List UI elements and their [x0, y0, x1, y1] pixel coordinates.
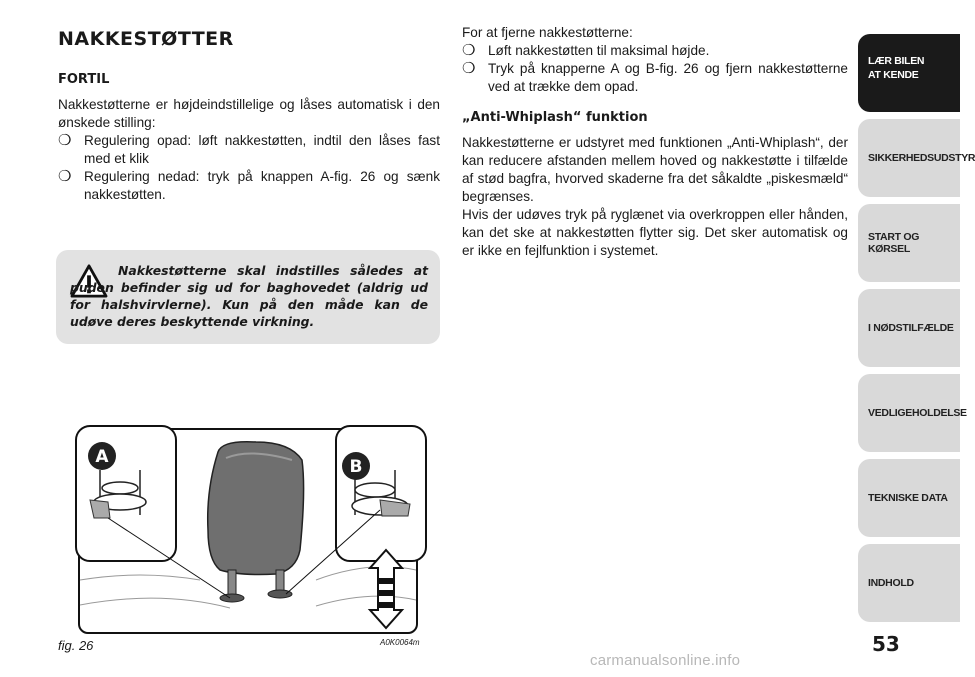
tab-vedligeholdelse[interactable]: VEDLIGEHOLDELSE — [858, 374, 960, 452]
section-title: NAKKESTØTTER — [58, 28, 234, 50]
headrest-figure — [78, 428, 418, 634]
anti-whiplash-heading: „Anti-Whiplash“ funktion — [462, 110, 648, 125]
remove-intro: For at fjerne nakkestøtterne: — [462, 25, 633, 40]
tab-i-nodstilfaelde[interactable]: I NØDSTILFÆLDE — [858, 289, 960, 367]
list-item: ❍ Løft nakkestøtten til maksimal højde. — [462, 42, 710, 59]
anti-whiplash-paragraph: Nakkestøtterne er udstyret med funktionen „Anti-Whiplash“, der kan reducere afstanden mellem hoved og nakkestøtte i tilfælde af stød bagfra, hvorved skaderne fra det såkaldte „piskesmæld“ begrænses. Hvis der udøves tryk på ryglænet via overkroppen eller hånden, kan det ske at nakkestøtten flytter sig. Det sker automatisk og er ikke en fejlfunktion i systemet. — [462, 135, 848, 258]
list-item: ❍ Regulering opad: løft nakkestøtten, indtil den låses fast med et klik — [58, 132, 440, 166]
tab-indhold[interactable]: INDHOLD — [858, 544, 960, 622]
tab-laer-bilen[interactable]: LÆR BILEN AT KENDE — [858, 34, 960, 112]
list-item: ❍ Regulering nedad: tryk på knappen A-fig. 26 og sænk nakkestøtten. — [58, 168, 440, 202]
bullet-icon: ❍ — [462, 60, 476, 77]
figure-caption: fig. 26 — [58, 638, 94, 653]
remove-list — [462, 42, 848, 96]
bullet-icon: ❍ — [58, 132, 72, 149]
bullet-icon: ❍ — [462, 42, 476, 59]
tab-start-og-korsel[interactable]: START OG KØRSEL — [858, 204, 960, 282]
bullet-icon: ❍ — [58, 168, 72, 185]
page-number: 53 — [872, 632, 900, 656]
figure-code: A0K0064m — [380, 638, 420, 647]
label-b: B — [349, 457, 363, 477]
watermark: carmanualsonline.info — [590, 652, 741, 669]
headrest-illustration — [80, 430, 416, 632]
right-column — [462, 24, 848, 260]
warning-text: Nakkestøtterne skal indstilles således at puden befinder sig ud for baghovedet (aldrig ud for halshvirvlerne). Kun på den måde kan de udøve deres beskyttende virkning. — [70, 263, 428, 329]
up-down-arrow-icon — [370, 550, 402, 628]
tab-sikkerhedsudstyr[interactable]: SIKKERHEDSUDSTYR — [858, 119, 960, 197]
chapter-sidebar — [858, 34, 975, 629]
tab-tekniske-data[interactable]: TEKNISKE DATA — [858, 459, 960, 537]
warning-box — [56, 250, 440, 344]
label-a: A — [95, 447, 109, 467]
left-column — [58, 24, 440, 204]
list-item: ❍ Tryk på knapperne A og B-fig. 26 og fjern nakkestøtterne ved at trække dem opad. — [462, 60, 848, 94]
intro-paragraph: Nakkestøtterne er højdeindstillelige og låses automatisk i den ønskede stilling: — [58, 97, 440, 130]
subsection-title: FORTIL — [58, 72, 110, 87]
adjust-list — [58, 132, 440, 204]
